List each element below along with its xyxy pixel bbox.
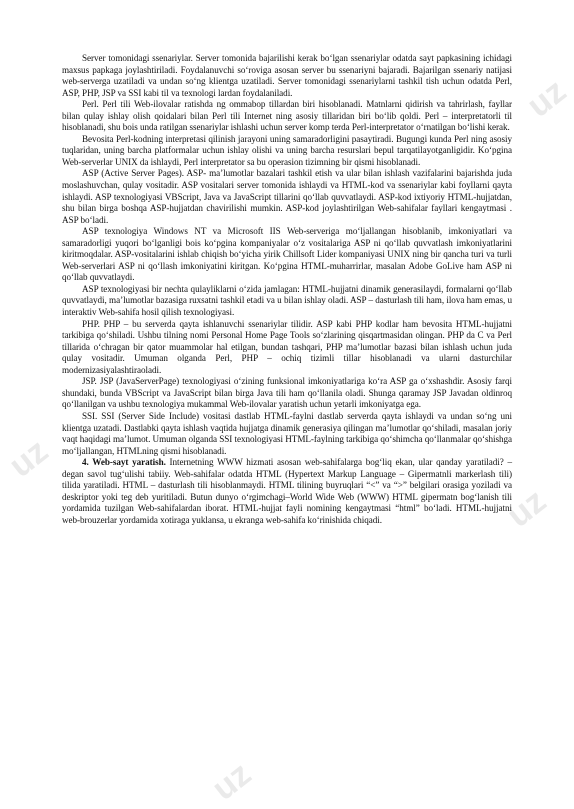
paragraph-asp-features: ASP texnologiyasi bir nechta qulayliklarni o‘zida jamlagan: HTML-hujjatni dinamik generasilaydi, formalarni qo‘llab quvvatlaydi, ma’lumotlar bazasiga ruxsatni tashkil etadi va u bilan ishlay oladi. ASP – dasturlash tili ham, ilova ham emas, u interaktiv Web-sahifa hosil qilish texnologiyasi. xyxy=(62,283,512,318)
paragraph-perl-interpretation: Bevosita Perl-kodning interpretasi qilinish jarayoni uning samaradorligini pasaytiradi. Bugungi kunda Perl ning asosiy tuqlaridan, uning barcha platformalar uchun ishlay olishi va uning barcha resurslari bepul tarqatilayotganligidir. Ko‘pgina Web-serverlar UNIX da ishlaydi, Perl interpretator sa bu operasion tizimning bir qismi hisoblanadi. xyxy=(62,133,512,167)
paragraph-asp-windows: ASP texnologiya Windows NT va Microsoft IIS Web-serveriga mo‘ljallangan hisoblanib, imkoniyatlari va samaradorligi yuqori bo‘lganligi bois ko‘pgina kompaniyalar o‘z vositalariga ASP ni qo‘llab quvvatlash imkoniyatlarini kiritmoqdalar. ASP-vositalarini ishlab chiqish bo‘yicha yirik Chillsoft Lider kompaniyasi UNIX ning bir qancha turi va turli Web-serverlari ASP ni qo‘llash imkoniyatini kiritgan. Ko‘pgina HTML-muharrirlar, masalan Adobe GoLive ham ASP ni qo‘llab quvvatlaydi. xyxy=(62,226,512,283)
watermark-bottom-center: uz xyxy=(205,754,259,808)
section-heading: 4. Web-sayt yaratish. xyxy=(82,457,166,468)
watermark-mid-left: uz xyxy=(2,431,56,485)
paragraph-asp: ASP (Active Server Pages). ASP- ma’lumotlar bazalari tashkil etish va ular bilan ishlash vazifalarini bajarishda juda moslashuvchan, qulay vositadir. ASP vositalari server tomonida ishlaydi va HTML-kod va ssenariylar kabi foyllarni qayta ishlaydi. ASP texnologiyasi VBScript, Java va JavaScript tillarini qo‘llab quvvatlaydi. ASP-kod ixtiyoriy HTML-hujjatdan, shu bilan birga boshqa ASP-hujjatdan chavirilishi mumkin. ASP-kod joylashtirilgan Web-sahifalar fayllari kengaytmasi . ASP bo‘ladi. xyxy=(62,168,512,225)
watermark-top-right: uz xyxy=(520,71,574,125)
paragraph-server-scripts: Server tomonidagi ssenariylar. Server tomonida bajarilishi kerak bo‘lgan ssenariylar odatda sayt papkasining ichidagi maxsus papkaga joylashtiriladi. Foydalanuvchi so‘roviga asosan server bu ssenariyni bajaradi. Bajarilgan ssenariy natijasi web-serverga uzatiladi va undan so‘ng klientga uzatiladi. Server tomonidagi ssenariylarni tashkil tish uchun odatda Perl, ASP, PHP, JSP va SSI kabi til va texnologi lardan foydalaniladi. xyxy=(62,53,512,98)
paragraph-perl: Perl. Perl tili Web-ilovalar ratishda ng ommabop tillardan biri hisoblanadi. Matnlarni qidirish va tahrirlash, fayllar bilan qulay ishlay olish qoidalari bilan Perl tili Internet ning asosiy tillaridan biri bo‘lib qoldi. Perl – interpretatorli til hisoblanadi, shu bois unda ratilgan ssenariylar ishlashi uchun server komp terda Perl-interpretator o‘rnatilgan bo‘lishi kerak. xyxy=(62,99,512,133)
document-body xyxy=(62,53,512,526)
paragraph-jsp: JSP. JSP (JavaServerPage) texnologiyasi o‘zining funksional imkoniyatlariga ko‘ra ASP ga o‘xshashdir. Asosiy farqi shundaki, bunda VBScript va JavaScript bilan birga Java tili ham qo‘llanila oladi. Shunga qaramay JSP Javadan oldinroq qo‘llanilgan va ushbu texnologiya mukammal Web-ilovalar yaratish uchun yetarli imkoniyatga ega. xyxy=(62,376,512,410)
paragraph-php: PHP. PHP – bu serverda qayta ishlanuvchi ssenariylar tilidir. ASP kabi PHP kodlar ham bevosita HTML-hujjatni tarkibiga qo‘shiladi. Ushbu tilning nomi Personal Home Page Tools so‘zlarining qisqartmasidan olingan. PHP da C va Perl tillarida o‘chragan bir qator muammolar hal etilgan, bundan tashqari, PHP ma’lumotlar bazasi bilan ishlash uchun juda qulay vositadir. Umuman olganda Perl, PHP – ochiq tizimli tillar hisoblanadi va ularni dasturchilar modernizasiyalashtiraoladi. xyxy=(62,318,512,375)
watermark-mid-right: uz xyxy=(500,481,554,535)
paragraph-ssi: SSI. SSI (Server Side Include) vositasi dastlab HTML-faylni dastlab serverda qayta ishlaydi va undan so‘ng uni klientga uzatadi. Dastlabki qayta ishlash vaqtida hujjatga dinamik generasiya qilingan ma’lumotlar qo‘shiladi, masalan joriy vaqt haqidagi ma’lumot. Umuman olganda SSI texnologiyasi HTML-faylning tarkibiga qo‘shimcha qo‘llanmalar qo‘shishga mo‘ljallangan, HTMLning qismi hisoblanadi. xyxy=(62,410,512,456)
section-text: Internetning WWW hizmati asosan web-sahifalarga bog‘liq ekan, ular qanday yaratiladi? – degan savol tug‘ulishi tabiiy. Web-sahifalar odatda HTML (Hypertext Markup Language – Gipermatnli markerlash tili) tilida yaratiladi. HTML – dasturlash tili hisoblanmaydi. HTML tilining buyruqlari “<” va “>” belgilari orasiga yoziladi va deskriptor yoki teg deb yuritiladi. Butun dunyo o‘rgimchagi–World Wide Web (WWW) HTML gipermatn bog‘lanish tili yordamida tuzilgan Web-sahifalardan iborat. HTML-hujjat fayli nomining kengaytmasi “html” bo‘ladi. HTML-hujjatni web-brouzerlar yordamida xotiraga yuklansa, u ekranga web-sahifa ko‘rinishida chiqadi. xyxy=(62,457,512,525)
paragraph-website-creation xyxy=(62,457,512,526)
